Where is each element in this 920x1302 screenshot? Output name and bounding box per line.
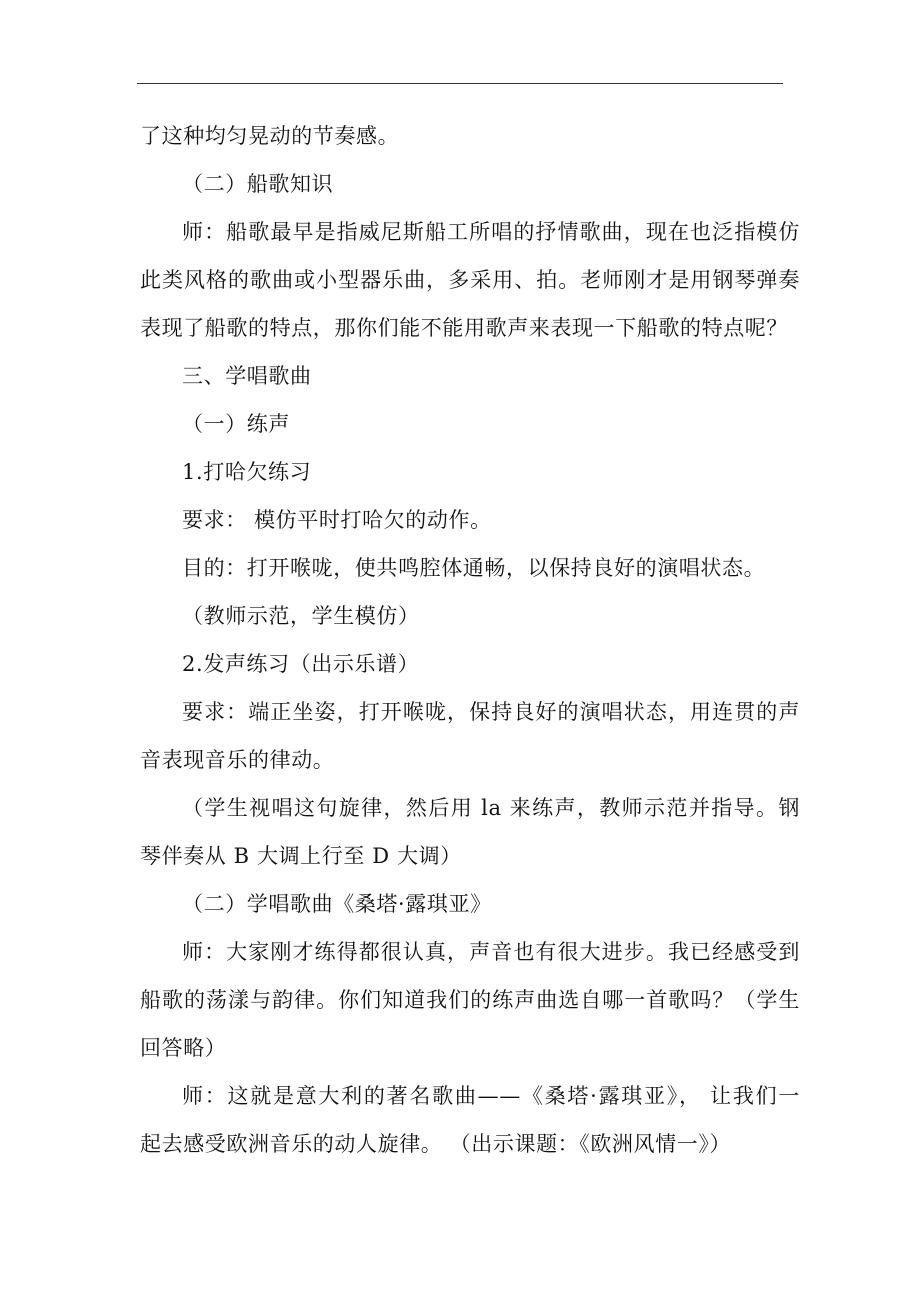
paragraph-line: 琴伴奏从 B 大调上行至 D 大调） xyxy=(140,844,462,868)
document-body xyxy=(140,112,800,1168)
section-heading: （二）船歌知识 xyxy=(182,172,334,196)
paragraph-line: 目的：打开喉咙，使共鸣腔体通畅，以保持良好的演唱状态。 xyxy=(182,556,766,580)
paragraph-line: 了这种均匀晃动的节奏感。 xyxy=(140,124,400,148)
paragraph-line: （教师示范，学生模仿） xyxy=(182,604,420,628)
paragraph-line: 船歌的荡漾与韵律。你们知道我们的练声曲选自哪一首歌吗？（学生 xyxy=(140,988,800,1012)
paragraph-line: 起去感受欧洲音乐的动人旋律。 （出示课题：《欧洲风情一》） xyxy=(140,1132,732,1156)
paragraph-line: 音表现音乐的律动。 xyxy=(140,748,335,772)
paragraph-line: 要求： 模仿平时打哈欠的动作。 xyxy=(182,508,492,532)
paragraph-line: （学生视唱这句旋律，然后用 la 来练声，教师示范并指导。钢 xyxy=(182,796,800,820)
paragraph-line: 师：大家刚才练得都很认真，声音也有很大进步。我已经感受到 xyxy=(182,940,800,964)
header-rule xyxy=(137,83,783,84)
paragraph-line: 师：这就是意大利的著名歌曲——《桑塔·露琪亚》， 让我们一 xyxy=(182,1084,800,1108)
section-heading: 三、学唱歌曲 xyxy=(182,364,312,388)
section-heading: （二）学唱歌曲《桑塔·露琪亚》 xyxy=(182,892,492,916)
paragraph-line: 此类风格的歌曲或小型器乐曲，多采用、拍。老师刚才是用钢琴弹奏 xyxy=(140,268,800,292)
paragraph-line: 表现了船歌的特点，那你们能不能用歌声来表现一下船歌的特点呢？ xyxy=(140,316,788,340)
list-item: 1.打哈欠练习 xyxy=(182,460,312,484)
paragraph-line: 师：船歌最早是指威尼斯船工所唱的抒情歌曲，现在也泛指模仿 xyxy=(182,220,800,244)
paragraph-line: 回答略） xyxy=(140,1036,227,1060)
paragraph-line: 要求：端正坐姿，打开喉咙，保持良好的演唱状态，用连贯的声 xyxy=(182,700,800,724)
list-item: 2.发声练习（出示乐谱） xyxy=(182,652,420,676)
section-heading: （一）练声 xyxy=(182,412,290,436)
